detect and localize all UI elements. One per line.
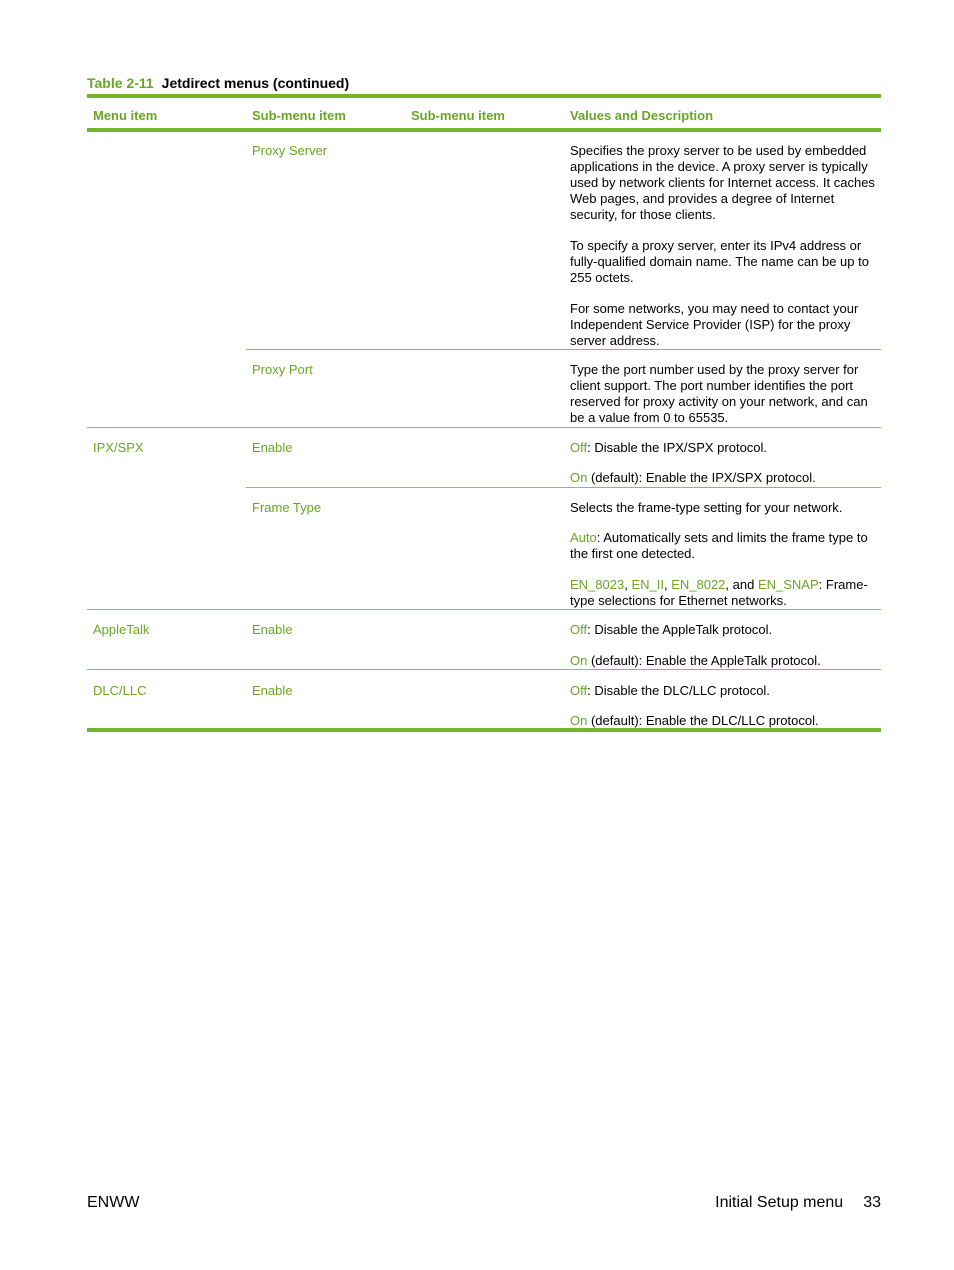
on-value: On [570,653,588,668]
table-header-row [87,98,881,128]
ipx-on-option [570,470,878,486]
row-divider [87,427,881,428]
header-menu-item: Menu item [93,108,158,123]
en-8022-value: EN_8022 [671,577,726,592]
en-snap-value: EN_SNAP [757,577,819,592]
row-divider [246,487,881,488]
frame-type-desc-p1: Selects the frame-type setting for your network. [570,500,843,515]
submenu-proxy-server: Proxy Server [252,143,328,158]
submenu-dlc-enable: Enable [252,683,293,698]
table-caption [87,74,349,92]
footer-left: ENWW [87,1194,140,1211]
dlc-description [570,683,878,729]
menu-ipx-spx: IPX/SPX [93,440,144,455]
submenu-appletalk-enable: Enable [252,622,293,637]
frame-type-auto-option [570,530,878,562]
menu-dlc-llc: DLC/LLC [93,683,147,698]
on-value-text: (default): Enable the IPX/SPX protocol. [587,470,816,485]
proxy-server-desc-p3: For some networks, you may need to contact your Independent Service Provider (ISP) for the proxy server address. [570,301,859,348]
en-8023-value: EN_8023 [570,577,625,592]
table-number: Table 2-11 [87,75,154,91]
off-value: Off [570,622,588,637]
proxy-port-desc-p1: Type the port number used by the proxy server for client support. The port number identifies the port reserved for proxy activity on your network, and can be a value from 0 to 65535. [570,362,868,425]
proxy-server-desc-p2: To specify a proxy server, enter its IPv4 address or fully-qualified domain name. The name can be up to 255 octets. [570,238,869,285]
row-divider [246,349,881,350]
dlc-on-option [570,713,878,729]
jetdirect-menus-table [87,94,881,732]
row-divider [87,669,881,670]
on-value: On [570,470,588,485]
off-value: Off [570,440,588,455]
on-value-text: (default): Enable the AppleTalk protocol. [587,653,821,668]
submenu-proxy-port: Proxy Port [252,362,313,377]
submenu-frame-type: Frame Type [252,500,322,515]
appletalk-on-option [570,653,878,669]
submenu-ipx-enable: Enable [252,440,293,455]
on-value-text: (default): Enable the DLC/LLC protocol. [587,713,819,728]
auto-value-text: : Automatically sets and limits the frame type to the first one detected. [570,530,868,561]
header-values-description: Values and Description [570,108,714,123]
appletalk-description [570,622,878,669]
appletalk-off-option [570,622,878,638]
row-divider [87,609,881,610]
ipx-enable-description [570,440,878,486]
proxy-port-description [570,362,878,426]
frame-type-description [570,500,878,609]
off-value-text: : Disable the DLC/LLC protocol. [587,683,770,698]
header-sub-menu-item-2: Sub-menu item [411,108,505,123]
proxy-server-description [570,143,878,349]
dlc-off-option [570,683,878,699]
off-value-text: : Disable the IPX/SPX protocol. [587,440,768,455]
on-value: On [570,713,588,728]
en-ii-value: EN_II [631,577,664,592]
separator: , [624,577,632,592]
footer-right [715,1193,881,1213]
separator: , and [725,577,758,592]
off-value-text: : Disable the AppleTalk protocol. [587,622,773,637]
frame-type-values [570,577,878,609]
table-body [87,132,881,732]
auto-value: Auto [570,530,597,545]
off-value: Off [570,683,588,698]
page-number: 33 [863,1194,881,1211]
table-title: Jetdirect menus (continued) [161,75,350,91]
header-sub-menu-item: Sub-menu item [252,108,346,123]
frame-type-tail-text: : Frame-type selections for Ethernet networks. [570,577,868,608]
ipx-off-option [570,440,878,456]
separator: , [663,577,672,592]
table-bottom-rule [87,728,881,732]
menu-appletalk: AppleTalk [93,622,150,637]
proxy-server-desc-p1: Specifies the proxy server to be used by embedded applications in the device. A proxy server is typically used by network clients for Internet access. It caches Web pages, and provides a degree of Internet security, for those clients. [570,143,875,222]
footer-section-title: Initial Setup menu [715,1194,844,1211]
